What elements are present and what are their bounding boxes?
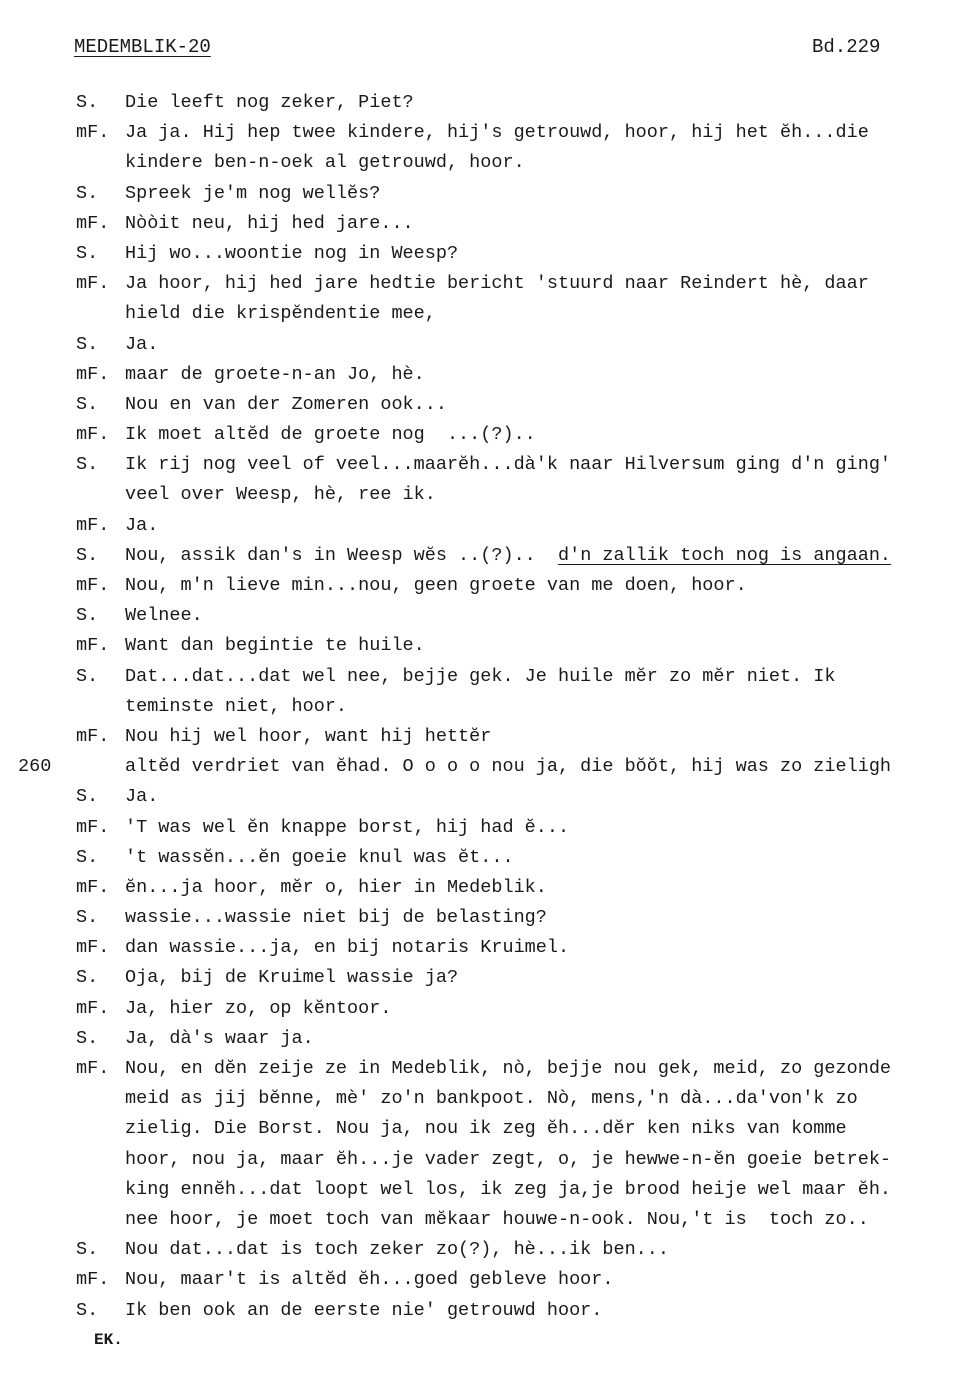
header-title: MEDEMBLIK-20: [74, 36, 211, 58]
speaker-label: S.: [76, 1239, 99, 1261]
transcript-line: [0, 1175, 979, 1205]
utterance-main: Ja.: [125, 514, 159, 536]
utterance-text: [125, 1265, 613, 1295]
transcript-line: [0, 1235, 979, 1265]
utterance-text: [125, 269, 869, 299]
utterance-main: Ik moet altĕd de groete nog ...(?)..: [125, 424, 536, 446]
transcript-line: [0, 1265, 979, 1295]
transcript-line: [0, 662, 979, 692]
utterance-text: [125, 450, 891, 480]
utterance-main: hield die krispĕndentie mee,: [125, 303, 436, 325]
utterance-main: king ennĕh...dat loopt wel los, ik zeg ja,je brood heije wel maar ĕh.: [125, 1178, 892, 1200]
speaker-label: S.: [76, 242, 99, 264]
utterance-main: Ja ja. Hij hep twee kindere, hij's getrouwd, hoor, hij het ĕh...die: [125, 122, 869, 144]
utterance-text: [125, 88, 414, 118]
utterance-main: dan wassie...ja, en bij notaris Kruimel.: [125, 937, 570, 959]
utterance-main: Welnee.: [125, 605, 203, 627]
speaker-label: S.: [76, 393, 99, 415]
utterance-text: [125, 843, 514, 873]
speaker-label: S.: [76, 605, 99, 627]
speaker-label: mF.: [76, 725, 110, 747]
utterance-text: [125, 148, 525, 178]
transcript-line: [0, 450, 979, 480]
utterance-text: [125, 782, 158, 812]
utterance-text: [125, 1024, 314, 1054]
utterance-text: [125, 390, 447, 420]
utterance-text: [125, 330, 158, 360]
transcript-line: [0, 1296, 979, 1326]
utterance-main: wassie...wassie niet bij de belasting?: [125, 907, 547, 929]
utterance-text: [125, 1054, 891, 1084]
utterance-main: Nou en van der Zomeren ook...: [125, 393, 447, 415]
speaker-label: S.: [76, 907, 99, 929]
transcript-line: [0, 1054, 979, 1084]
speaker-label: mF.: [76, 997, 110, 1019]
utterance-text: [125, 933, 569, 963]
utterance-main: 't wassĕn...ĕn goeie knul was ĕt...: [125, 846, 514, 868]
utterance-main: Nou hij wel hoor, want hij hettĕr: [125, 725, 492, 747]
utterance-main: altĕd verdriet van ĕhad. O o o o nou ja, die bŏŏt, hij was zo zieligh: [125, 756, 892, 778]
utterance-text: [125, 1114, 847, 1144]
utterance-main: Nou, en dĕn zeije ze in Medeblik, nò, bejje nou gek, meid, zo gezonde: [125, 1058, 892, 1079]
utterance-text: [125, 873, 547, 903]
utterance-text: [125, 571, 747, 601]
transcript-line: [0, 118, 979, 148]
transcript-line: [0, 571, 979, 601]
utterance-text: [125, 1205, 869, 1235]
utterance-text: [125, 239, 458, 269]
line-number: 260: [18, 756, 52, 778]
transcript-line: [0, 179, 979, 209]
utterance-text: [125, 1145, 891, 1175]
utterance-text: [125, 601, 203, 631]
utterance-text: [125, 511, 158, 541]
utterance-main: Ik rij nog veel of veel...maarĕh...dà'k naar Hilversum ging d'n ging': [125, 454, 892, 476]
speaker-label: S.: [76, 967, 99, 989]
utterance-text: [125, 1296, 602, 1326]
utterance-main: Nou dat...dat is toch zeker zo(?), hè...ik ben...: [125, 1239, 669, 1261]
transcript-line: [0, 873, 979, 903]
utterance-text: [125, 480, 436, 510]
transcript-line: [0, 269, 979, 299]
speaker-label: S.: [76, 454, 99, 476]
speaker-label: S.: [76, 182, 99, 204]
speaker-label: S.: [76, 92, 99, 113]
utterance-main: Ja.: [125, 333, 159, 355]
utterance-text: [125, 209, 414, 239]
transcript-line: [0, 480, 979, 510]
transcript-line: [0, 148, 979, 178]
utterance-main: nee hoor, je moet toch van mĕkaar houwe-n-ook. Nou,'t is toch zo..: [125, 1208, 869, 1230]
transcript-line: [0, 963, 979, 993]
speaker-label: S.: [76, 544, 99, 566]
transcript-line: [0, 1114, 979, 1144]
transcript-line: [0, 752, 979, 782]
speaker-label: S.: [76, 665, 99, 687]
speaker-label: mF.: [76, 1058, 110, 1079]
transcript-line: [0, 330, 979, 360]
utterance-text: [125, 903, 547, 933]
utterance-main: kindere ben-n-oek al getrouwd, hoor.: [125, 152, 525, 174]
utterance-main: Nou, maar't is altĕd ĕh...goed gebleve hoor.: [125, 1269, 614, 1291]
transcript-line: [0, 722, 979, 752]
transcript-line: [0, 1024, 979, 1054]
utterance-main: Ja hoor, hij hed jare hedtie bericht 'stuurd naar Reindert hè, daar: [125, 273, 869, 295]
utterance-main: Ik ben ook an de eerste nie' getrouwd hoor.: [125, 1299, 603, 1321]
utterance-text: [125, 994, 391, 1024]
transcript-line: [0, 1145, 979, 1175]
speaker-label: S.: [76, 1299, 99, 1321]
speaker-label: mF.: [76, 273, 110, 295]
utterance-text: [125, 752, 891, 782]
transcript-line: [0, 813, 979, 843]
transcript-line: [0, 843, 979, 873]
speaker-label: mF.: [76, 1269, 110, 1291]
transcript-line: [0, 692, 979, 722]
speaker-label: mF.: [76, 816, 110, 838]
utterance-main: meid as jij bĕnne, mè' zo'n bankpoot. Nò, mens,'n dà...da'von'k zo: [125, 1088, 858, 1110]
utterance-main: Dat...dat...dat wel nee, bejje gek. Je huile mĕr zo mĕr niet. Ik: [125, 665, 836, 687]
speaker-label: mF.: [76, 212, 110, 234]
underlined-text: d'n zallik toch nog is angaan.: [557, 544, 892, 566]
utterance-text: [125, 541, 891, 571]
transcript: [0, 88, 979, 1326]
utterance-main: maar de groete-n-an Jo, hè.: [125, 363, 425, 385]
utterance-text: [125, 963, 458, 993]
utterance-text: [125, 420, 536, 450]
transcript-line: [0, 601, 979, 631]
speaker-label: mF.: [76, 635, 110, 657]
utterance-text: [125, 813, 569, 843]
utterance-main: Oja, bij de Kruimel wassie ja?: [125, 967, 459, 989]
transcript-line: [0, 511, 979, 541]
utterance-text: [125, 179, 380, 209]
transcript-line: [0, 994, 979, 1024]
utterance-main: veel over Weesp, hè, ree ik.: [125, 484, 436, 506]
speaker-label: mF.: [76, 122, 110, 144]
transcript-line: [0, 782, 979, 812]
speaker-label: S.: [76, 333, 99, 355]
transcript-line: [0, 88, 979, 118]
utterance-text: [125, 1175, 891, 1205]
utterance-text: [125, 631, 425, 661]
transcript-line: [0, 420, 979, 450]
speaker-label: S.: [76, 846, 99, 868]
transcript-line: [0, 903, 979, 933]
speaker-label: S.: [76, 1027, 99, 1049]
utterance-main: Ja, hier zo, op kĕntoor.: [125, 997, 392, 1019]
utterance-main: Ja.: [125, 786, 159, 808]
transcript-line: [0, 631, 979, 661]
speaker-label: mF.: [76, 514, 110, 536]
page-number: Bd.229: [812, 36, 881, 58]
speaker-label: mF.: [76, 575, 110, 596]
transcript-line: [0, 239, 979, 269]
utterance-main: Die leeft nog zeker, Piet?: [125, 92, 414, 113]
utterance-main: Want dan begintie te huile.: [125, 635, 425, 657]
utterance-text: [125, 1235, 669, 1265]
utterance-main: hoor, nou ja, maar ĕh...je vader zegt, o, je hewwe-n-ĕn goeie betrek-: [125, 1148, 892, 1170]
transcript-line: [0, 360, 979, 390]
utterance-text: [125, 1084, 858, 1114]
transcript-line: [0, 1205, 979, 1235]
utterance-text: [125, 118, 869, 148]
utterance-text: [125, 692, 347, 722]
utterance-main: Nòòit neu, hij hed jare...: [125, 212, 414, 234]
transcript-line: [0, 209, 979, 239]
transcript-line: [0, 1084, 979, 1114]
footer-initials: EK.: [94, 1331, 123, 1349]
utterance-text: [125, 299, 436, 329]
utterance-text: [125, 662, 836, 692]
utterance-main: 'T was wel ĕn knappe borst, hij had ĕ...: [125, 816, 570, 838]
utterance-main: ĕn...ja hoor, mĕr o, hier in Medeblik.: [125, 876, 547, 898]
utterance-main: Spreek je'm nog wellĕs?: [125, 182, 381, 204]
speaker-label: S.: [76, 786, 99, 808]
speaker-label: mF.: [76, 424, 110, 446]
speaker-label: mF.: [76, 363, 110, 385]
transcript-line: [0, 541, 979, 571]
utterance-text: [125, 360, 425, 390]
utterance-main: Nou, assik dan's in Weesp wĕs ..(?)..: [125, 544, 558, 566]
utterance-main: zielig. Die Borst. Nou ja, nou ik zeg ĕh...dĕr ken niks van komme: [125, 1118, 847, 1140]
transcript-line: [0, 299, 979, 329]
speaker-label: mF.: [76, 876, 110, 898]
utterance-text: [125, 722, 491, 752]
utterance-main: Ja, dà's waar ja.: [125, 1027, 314, 1049]
transcript-line: [0, 933, 979, 963]
utterance-main: Hij wo...woontie nog in Weesp?: [125, 242, 459, 264]
transcript-line: [0, 390, 979, 420]
speaker-label: mF.: [76, 937, 110, 959]
utterance-main: teminste niet, hoor.: [125, 695, 348, 717]
utterance-main: Nou, m'n lieve min...nou, geen groete van me doen, hoor.: [125, 575, 747, 596]
